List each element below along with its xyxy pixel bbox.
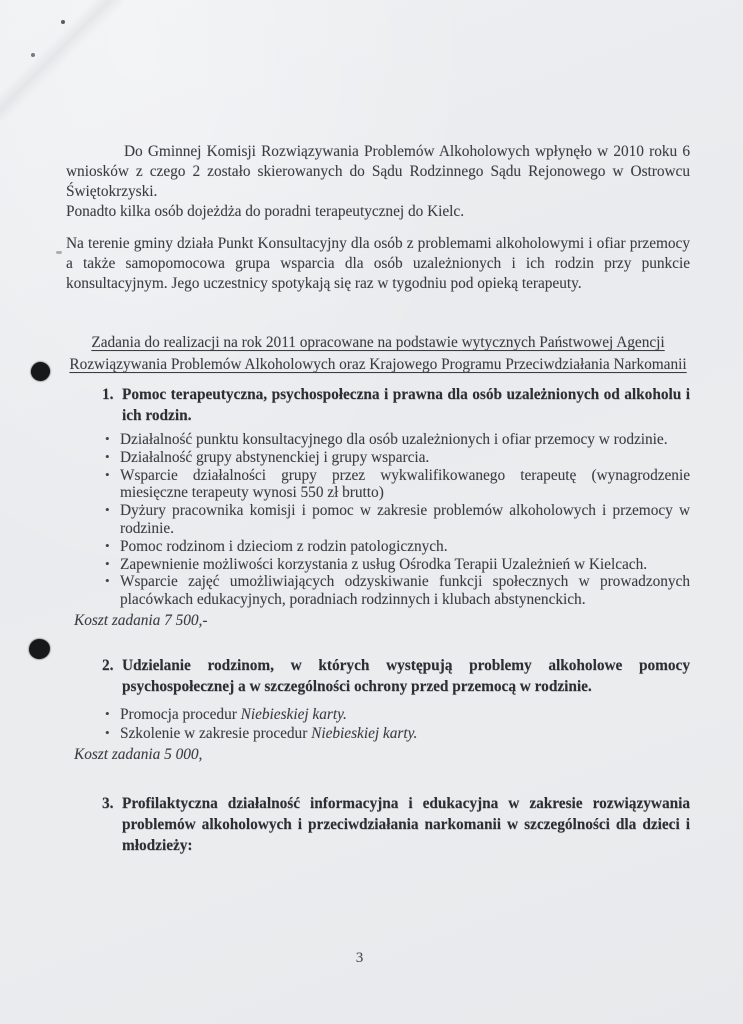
bullet-icon: • [105,555,110,571]
section-3-title [104,793,690,856]
document-body [66,0,690,856]
list-item [104,556,690,574]
bullet-icon: • [105,448,110,464]
section-2-cost: Koszt zadania 5 000, [74,745,203,763]
list-item [104,724,690,743]
bullet-text: Zapewnienie możliwości korzystania z usług Ośrodka Terapii Uzależnień w Kielcach. [120,555,648,573]
list-item [104,467,690,503]
section-1-title-text: Pomoc terapeutyczna, psychospołeczna i prawna dla osób uzależnionych od alkoholu i ich rodzin. [122,386,690,424]
scan-speck [56,251,62,254]
section-2-bullet-list [104,705,690,743]
bullet-icon: • [105,502,110,518]
paragraph-ponadto: Ponadto kilka osób dojeżdża do poradni terapeutycznej do Kielc. [66,203,465,220]
list-item [104,705,690,724]
section-2-title-text: Udzielanie rodzinom, w których występują problemy alkoholowe pomocy psychospołecznej a w szczególności ochrony przed przemocą w rodzinie. [122,656,690,695]
bullet-text: Wsparcie zajęć umożliwiających odzyskiwanie funkcji społecznych w prowadzonych placówkach edukacyjnych, poradniach rodzinnych i klubach abstynenckich. [120,573,690,609]
list-item [104,449,690,467]
paragraph-intro: Do Gminnej Komisji Rozwiązywania Problemów Alkoholowych wpłynęło w 2010 roku 6 wniosków z czego 2 zostało skierowanych do Sądu Rodzinnego Sądu Rejonowego w Ostrowcu Świętokrzyski. [66,143,690,200]
list-item [104,431,690,449]
section-2-title [104,655,690,697]
page-number: 3 [355,950,364,966]
bullet-text-italic: Niebieskiej karty. [311,724,418,742]
section-1-title [104,384,690,426]
bullet-text: Dyżury pracownika komisji i pomoc w zakresie problemów alkoholowych i przemocy w rodzinie. [120,502,690,537]
bullet-icon: • [105,573,110,589]
tasks-2011-heading: Zadania do realizacji na rok 2011 opracowane na podstawie wytycznych Państwowej Agencji Rozwiązywania Problemów Alkoholowych oraz Krajowego Programu Przeciwdziałania Narkomanii [69,334,687,373]
bullet-icon: • [105,537,110,553]
bullet-icon: • [105,705,110,721]
bullet-icon: • [105,466,110,482]
bullet-text: Wsparcie działalności grupy przez wykwalifikowanego terapeutę (wynagrodzenie miesięczne terapeuty wynosi 550 zł brutto) [120,466,690,502]
scan-speck [31,53,35,57]
binder-hole-mark [28,638,52,661]
bullet-text: Działalność grupy abstynenckiej i grupy wsparcia. [120,448,430,466]
scan-speck [61,20,65,24]
section-1-cost: Koszt zadania 7 500,- [74,611,208,629]
list-item [104,502,690,538]
section-3-title-text: Profilaktyczna działalność informacyjna i edukacyjna w zakresie rozwiązywania problemów alkoholowych i przeciwdziałania narkomanii w szczególności dla dzieci i młodzieży: [122,794,690,854]
bullet-text-italic: Niebieskiej karty. [240,705,347,723]
list-item [104,538,690,556]
bullet-icon: • [105,431,110,446]
list-item [104,573,690,609]
section-3-number: 3. [102,794,114,812]
bullet-text: Promocja procedur [120,705,241,723]
section-1-bullet-list [104,431,690,609]
bullet-text: Pomoc rodzinom i dzieciom z rodzin patologicznych. [120,537,448,555]
bullet-text: Szkolenie w zakresie procedur [120,724,312,742]
section-1-number: 1. [102,386,114,403]
bullet-text: Działalność punktu konsultacyjnego dla osób uzależnionych i ofiar przemocy w rodzinie. [120,431,668,448]
section-2-number: 2. [102,656,114,674]
binder-hole-mark [29,360,52,383]
paragraph-punkt-konsultacyjny: Na terenie gminy działa Punkt Konsultacyjny dla osób z problemami alkoholowymi i ofiar przemocy a także samopomocowa grupa wsparcia dla osób uzależnionych i ich rodzin przy punkcie konsultacyjnym. Jego uczestnicy spotykają się raz w tygodniu pod opieką terapeuty. [66,235,690,292]
bullet-icon: • [105,724,110,740]
